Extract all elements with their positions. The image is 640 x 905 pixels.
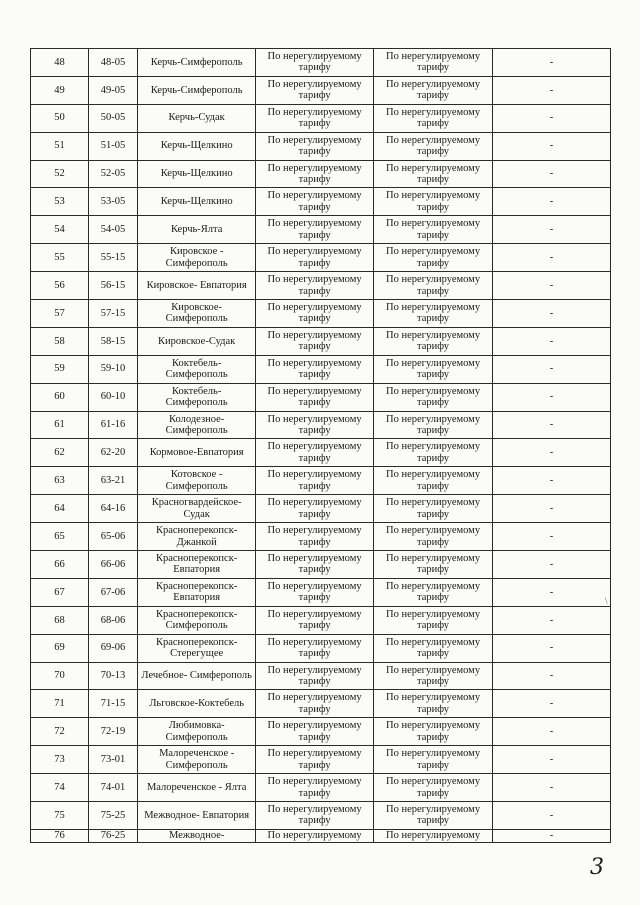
route-code-cell: 56-15 — [88, 272, 137, 300]
table-row — [31, 746, 611, 774]
tariff-cell: По нерегулируемому тарифу — [374, 606, 493, 634]
table-row — [31, 104, 611, 132]
tariff-cell: По нерегулируемому тарифу — [374, 188, 493, 216]
table-row — [31, 160, 611, 188]
tariff-cell: По нерегулируемому тарифу — [256, 272, 374, 300]
tariff-cell: По нерегулируемому тарифу — [256, 634, 374, 662]
tariff-cell: По нерегулируемому тарифу — [256, 160, 374, 188]
tariff-cell: По нерегулируемому тарифу — [256, 802, 374, 830]
route-code-cell: 64-16 — [88, 495, 137, 523]
route-code-cell: 70-13 — [88, 662, 137, 690]
tariff-cell: По нерегулируемому тарифу — [256, 188, 374, 216]
table-row — [31, 634, 611, 662]
note-cell: - — [493, 104, 611, 132]
tariff-cell: По нерегулируемому тарифу — [374, 383, 493, 411]
route-name-cell: Кормовое-Евпатория — [138, 439, 256, 467]
note-cell: - — [493, 718, 611, 746]
route-name-cell: Керчь-Щелкино — [138, 188, 256, 216]
table-row — [31, 495, 611, 523]
route-code-cell: 62-20 — [88, 439, 137, 467]
row-number-cell: 76 — [31, 829, 89, 842]
row-number-cell: 57 — [31, 300, 89, 328]
tariff-cell: По нерегулируемому тарифу — [256, 216, 374, 244]
note-cell: - — [493, 578, 611, 606]
route-name-cell: Красноперекопск- Евпатория — [138, 578, 256, 606]
row-number-cell: 65 — [31, 523, 89, 551]
tariff-cell: По нерегулируемому тарифу — [256, 355, 374, 383]
route-code-cell: 57-15 — [88, 300, 137, 328]
route-name-cell: Керчь-Ялта — [138, 216, 256, 244]
tariff-cell: По нерегулируемому тарифу — [256, 662, 374, 690]
tariff-cell: По нерегулируемому тарифу — [256, 746, 374, 774]
note-cell: - — [493, 355, 611, 383]
route-code-cell: 72-19 — [88, 718, 137, 746]
page-number: 3 — [590, 855, 604, 880]
route-code-cell: 59-10 — [88, 355, 137, 383]
route-name-cell: Коктебель- Симферополь — [138, 383, 256, 411]
row-number-cell: 59 — [31, 355, 89, 383]
note-cell: - — [493, 829, 611, 842]
tariff-cell: По нерегулируемому тарифу — [256, 76, 374, 104]
row-number-cell: 66 — [31, 551, 89, 579]
tariff-cell: По нерегулируемому тарифу — [374, 439, 493, 467]
tariff-cell: По нерегулируемому тарифу — [374, 662, 493, 690]
table-row — [31, 606, 611, 634]
tariff-cell: По нерегулируемому тарифу — [374, 300, 493, 328]
route-name-cell: Льговское-Коктебель — [138, 690, 256, 718]
table-row — [31, 578, 611, 606]
route-code-cell: 73-01 — [88, 746, 137, 774]
tariff-cell: По нерегулируемому тарифу — [374, 690, 493, 718]
route-name-cell: Красноперекопск- Стерегущее — [138, 634, 256, 662]
tariff-cell: По нерегулируемому — [374, 829, 493, 842]
table-row — [31, 523, 611, 551]
tariff-cell: По нерегулируемому тарифу — [374, 355, 493, 383]
tariff-cell: По нерегулируемому тарифу — [256, 606, 374, 634]
table-row — [31, 439, 611, 467]
table-row — [31, 411, 611, 439]
note-cell: - — [493, 76, 611, 104]
row-number-cell: 70 — [31, 662, 89, 690]
note-cell: - — [493, 216, 611, 244]
route-name-cell: Кировское-Судак — [138, 327, 256, 355]
route-code-cell: 55-15 — [88, 244, 137, 272]
route-code-cell: 76-25 — [88, 829, 137, 842]
table-row — [31, 300, 611, 328]
route-name-cell: Керчь-Судак — [138, 104, 256, 132]
row-number-cell: 62 — [31, 439, 89, 467]
note-cell: - — [493, 327, 611, 355]
row-number-cell: 54 — [31, 216, 89, 244]
table-row — [31, 774, 611, 802]
route-code-cell: 61-16 — [88, 411, 137, 439]
route-name-cell: Лечебное- Симферополь — [138, 662, 256, 690]
row-number-cell: 48 — [31, 49, 89, 77]
table-row — [31, 244, 611, 272]
route-name-cell: Красногвардейское- Судак — [138, 495, 256, 523]
note-cell: - — [493, 467, 611, 495]
tariff-cell: По нерегулируемому тарифу — [374, 578, 493, 606]
row-number-cell: 67 — [31, 578, 89, 606]
note-cell: - — [493, 132, 611, 160]
route-code-cell: 52-05 — [88, 160, 137, 188]
route-name-cell: Кировское- Симферополь — [138, 300, 256, 328]
tariff-cell: По нерегулируемому тарифу — [256, 467, 374, 495]
note-cell: - — [493, 160, 611, 188]
route-name-cell: Коктебель- Симферополь — [138, 355, 256, 383]
route-name-cell: Керчь-Симферополь — [138, 49, 256, 77]
tariff-cell: По нерегулируемому тарифу — [374, 774, 493, 802]
tariff-cell: По нерегулируемому тарифу — [256, 104, 374, 132]
route-code-cell: 69-06 — [88, 634, 137, 662]
tariff-cell: По нерегулируемому тарифу — [374, 634, 493, 662]
note-cell: - — [493, 523, 611, 551]
row-number-cell: 73 — [31, 746, 89, 774]
row-number-cell: 49 — [31, 76, 89, 104]
tariff-cell: По нерегулируемому тарифу — [256, 718, 374, 746]
row-number-cell: 68 — [31, 606, 89, 634]
route-name-cell: Красноперекопск- Симферополь — [138, 606, 256, 634]
route-code-cell: 74-01 — [88, 774, 137, 802]
tariff-cell: По нерегулируемому тарифу — [256, 551, 374, 579]
row-number-cell: 61 — [31, 411, 89, 439]
route-code-cell: 53-05 — [88, 188, 137, 216]
tariff-cell: По нерегулируемому тарифу — [374, 551, 493, 579]
row-number-cell: 50 — [31, 104, 89, 132]
note-cell: - — [493, 49, 611, 77]
routes-table — [30, 48, 611, 843]
tariff-cell: По нерегулируемому тарифу — [256, 523, 374, 551]
route-code-cell: 63-21 — [88, 467, 137, 495]
row-number-cell: 74 — [31, 774, 89, 802]
route-code-cell: 48-05 — [88, 49, 137, 77]
tariff-cell: По нерегулируемому тарифу — [374, 76, 493, 104]
table-row — [31, 551, 611, 579]
tariff-cell: По нерегулируемому тарифу — [256, 495, 374, 523]
row-number-cell: 71 — [31, 690, 89, 718]
tariff-cell: По нерегулируемому тарифу — [256, 439, 374, 467]
table-row — [31, 216, 611, 244]
note-cell: - — [493, 802, 611, 830]
row-number-cell: 64 — [31, 495, 89, 523]
route-name-cell: Керчь-Симферополь — [138, 76, 256, 104]
route-code-cell: 71-15 — [88, 690, 137, 718]
route-code-cell: 65-06 — [88, 523, 137, 551]
note-cell: - — [493, 551, 611, 579]
tariff-cell: По нерегулируемому тарифу — [374, 327, 493, 355]
note-cell: - — [493, 411, 611, 439]
table-row — [31, 690, 611, 718]
note-cell: - — [493, 690, 611, 718]
tariff-cell: По нерегулируемому тарифу — [256, 774, 374, 802]
row-number-cell: 75 — [31, 802, 89, 830]
note-cell: - — [493, 495, 611, 523]
tariff-cell: По нерегулируемому тарифу — [256, 690, 374, 718]
route-name-cell: Котовское - Симферополь — [138, 467, 256, 495]
tariff-cell: По нерегулируемому тарифу — [374, 495, 493, 523]
tariff-cell: По нерегулируемому тарифу — [374, 160, 493, 188]
note-cell: - — [493, 188, 611, 216]
route-code-cell: 67-06 — [88, 578, 137, 606]
routes-table-body — [31, 49, 611, 843]
route-name-cell: Кировское- Евпатория — [138, 272, 256, 300]
tariff-cell: По нерегулируемому тарифу — [374, 49, 493, 77]
route-code-cell: 54-05 — [88, 216, 137, 244]
route-name-cell: Малореченское - Симферополь — [138, 746, 256, 774]
route-code-cell: 58-15 — [88, 327, 137, 355]
table-row — [31, 467, 611, 495]
note-cell: - — [493, 272, 611, 300]
note-cell: - — [493, 244, 611, 272]
table-row — [31, 188, 611, 216]
route-code-cell: 51-05 — [88, 132, 137, 160]
note-cell: - — [493, 606, 611, 634]
table-row — [31, 383, 611, 411]
row-number-cell: 60 — [31, 383, 89, 411]
tariff-cell: По нерегулируемому тарифу — [256, 327, 374, 355]
route-code-cell: 60-10 — [88, 383, 137, 411]
route-name-cell: Любимовка- Симферополь — [138, 718, 256, 746]
table-row — [31, 829, 611, 842]
tariff-cell: По нерегулируемому тарифу — [374, 718, 493, 746]
note-cell: - — [493, 634, 611, 662]
tariff-cell: По нерегулируемому тарифу — [374, 467, 493, 495]
row-number-cell: 51 — [31, 132, 89, 160]
note-cell: - — [493, 746, 611, 774]
tariff-cell: По нерегулируемому тарифу — [374, 746, 493, 774]
route-name-cell: Красноперекопск- Джанкой — [138, 523, 256, 551]
row-number-cell: 56 — [31, 272, 89, 300]
table-row — [31, 662, 611, 690]
table-row — [31, 76, 611, 104]
route-name-cell: Межводное- Евпатория — [138, 802, 256, 830]
route-name-cell: Колодезное- Симферополь — [138, 411, 256, 439]
tariff-cell: По нерегулируемому тарифу — [374, 523, 493, 551]
table-row — [31, 355, 611, 383]
tariff-cell: По нерегулируемому тарифу — [256, 383, 374, 411]
row-number-cell: 52 — [31, 160, 89, 188]
table-row — [31, 272, 611, 300]
note-cell: - — [493, 439, 611, 467]
route-name-cell: Малореченское - Ялта — [138, 774, 256, 802]
table-row — [31, 132, 611, 160]
tariff-cell: По нерегулируемому тарифу — [374, 244, 493, 272]
tariff-cell: По нерегулируемому тарифу — [374, 272, 493, 300]
route-name-cell: Керчь-Щелкино — [138, 132, 256, 160]
table-row — [31, 327, 611, 355]
route-code-cell: 68-06 — [88, 606, 137, 634]
row-number-cell: 63 — [31, 467, 89, 495]
row-number-cell: 53 — [31, 188, 89, 216]
tariff-cell: По нерегулируемому тарифу — [374, 132, 493, 160]
route-code-cell: 49-05 — [88, 76, 137, 104]
row-number-cell: 72 — [31, 718, 89, 746]
tariff-cell: По нерегулируемому тарифу — [374, 104, 493, 132]
note-cell: - — [493, 383, 611, 411]
table-row — [31, 718, 611, 746]
tariff-cell: По нерегулируемому тарифу — [374, 216, 493, 244]
route-name-cell: Межводное- — [138, 829, 256, 842]
row-number-cell: 69 — [31, 634, 89, 662]
route-code-cell: 66-06 — [88, 551, 137, 579]
tariff-cell: По нерегулируемому тарифу — [256, 49, 374, 77]
tariff-cell: По нерегулируемому тарифу — [256, 132, 374, 160]
table-row — [31, 49, 611, 77]
row-number-cell: 58 — [31, 327, 89, 355]
note-cell: - — [493, 662, 611, 690]
route-name-cell: Красноперекопск- Евпатория — [138, 551, 256, 579]
tariff-cell: По нерегулируемому тарифу — [374, 411, 493, 439]
table-row — [31, 802, 611, 830]
row-number-cell: 55 — [31, 244, 89, 272]
margin-mark: \ — [605, 596, 608, 606]
route-code-cell: 50-05 — [88, 104, 137, 132]
tariff-cell: По нерегулируемому тарифу — [256, 411, 374, 439]
note-cell: - — [493, 774, 611, 802]
tariff-cell: По нерегулируемому тарифу — [256, 244, 374, 272]
route-code-cell: 75-25 — [88, 802, 137, 830]
tariff-cell: По нерегулируемому — [256, 829, 374, 842]
route-name-cell: Кировское - Симферополь — [138, 244, 256, 272]
note-cell: - — [493, 300, 611, 328]
route-name-cell: Керчь-Щелкино — [138, 160, 256, 188]
tariff-cell: По нерегулируемому тарифу — [256, 300, 374, 328]
tariff-cell: По нерегулируемому тарифу — [374, 802, 493, 830]
tariff-cell: По нерегулируемому тарифу — [256, 578, 374, 606]
